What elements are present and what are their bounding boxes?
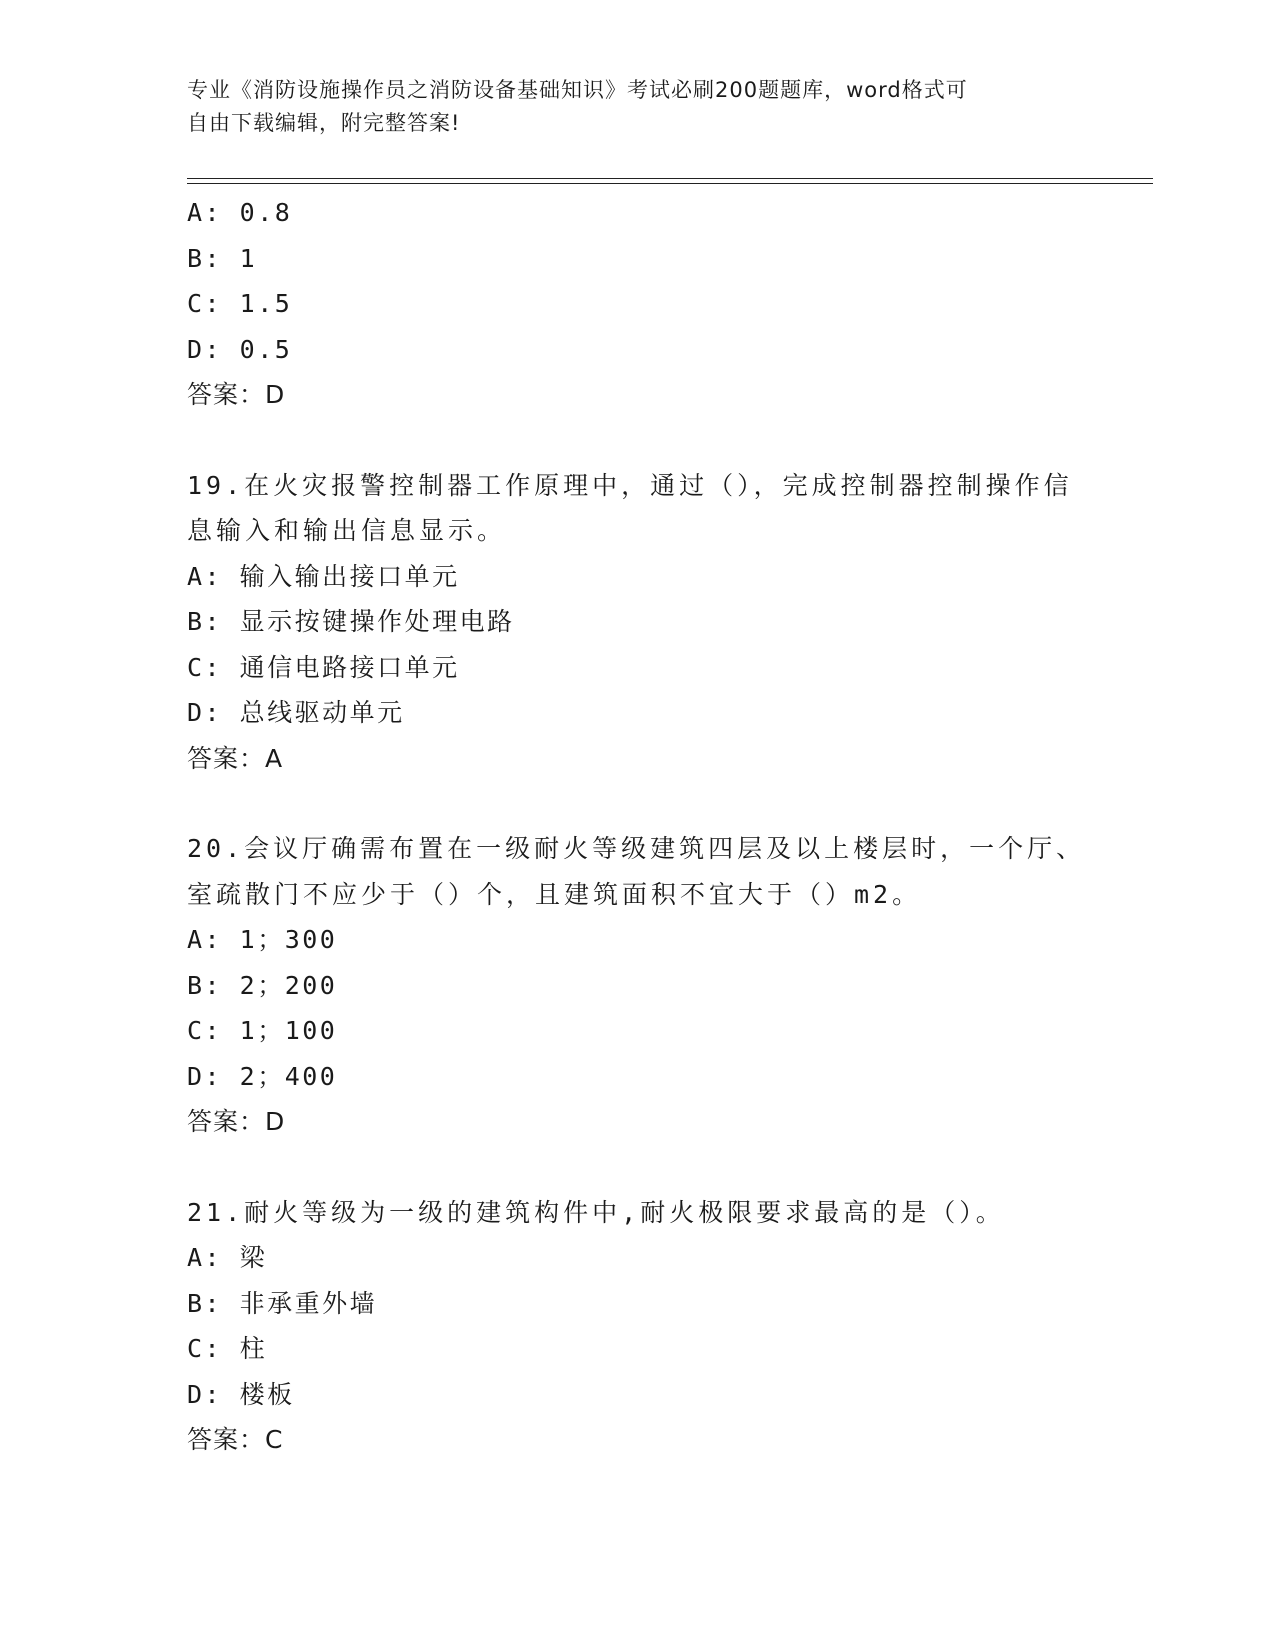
question-line: 息输入和输出信息显示。 [187, 516, 507, 545]
option-c: C: 柱 [187, 1334, 268, 1363]
option-c: C: 1.5 [187, 289, 293, 318]
option-d: D: 楼板 [187, 1379, 295, 1409]
option-c: C: 1；100 [187, 1016, 338, 1045]
document-header [187, 74, 1087, 140]
question-block [187, 1190, 1087, 1463]
header-line-2: 自由下载编辑，附完整答案! [187, 111, 461, 135]
option-b: B: 显示按键操作处理电路 [187, 607, 515, 636]
question-block [187, 826, 1087, 1145]
question-line: 20.会议厅确需布置在一级耐火等级建筑四层及以上楼层时，一个厅、 [187, 834, 1086, 863]
question-text [187, 1190, 1087, 1236]
option-a: A: 输入输出接口单元 [187, 561, 460, 591]
header-divider-top [187, 178, 1153, 179]
question-block [187, 190, 1087, 418]
answer-line: 答案：C [187, 1425, 284, 1454]
header-line-1: 专业《消防设施操作员之消防设备基础知识》考试必刷200题题库，word格式可 [187, 78, 968, 102]
answer-line: 答案：D [187, 1107, 286, 1136]
question-block [187, 463, 1087, 782]
answer-line: 答案：D [187, 380, 286, 409]
spacer [187, 418, 1087, 463]
option-c: C: 通信电路接口单元 [187, 652, 460, 682]
question-list [187, 190, 1087, 1463]
header-divider-bottom [187, 183, 1153, 184]
question-line: 19.在火灾报警控制器工作原理中，通过（），完成控制器控制操作信 [187, 470, 1073, 500]
spacer [187, 1145, 1087, 1190]
answer-line: 答案：A [187, 743, 284, 773]
question-text [187, 463, 1087, 554]
option-d: D: 0.5 [187, 334, 293, 364]
question-line: 室疏散门不应少于（）个，且建筑面积不宜大于（）m2。 [187, 879, 922, 909]
spacer [187, 781, 1087, 826]
option-b: B: 1 [187, 243, 258, 273]
question-text [187, 826, 1087, 917]
option-b: B: 2；200 [187, 970, 338, 1000]
option-b: B: 非承重外墙 [187, 1288, 378, 1318]
option-d: D: 总线驱动单元 [187, 698, 405, 727]
option-a: A: 0.8 [187, 198, 293, 227]
option-d: D: 2；400 [187, 1061, 338, 1091]
option-a: A: 1；300 [187, 925, 338, 954]
question-line: 21.耐火等级为一级的建筑构件中,耐火极限要求最高的是（）。 [187, 1197, 1005, 1227]
option-a: A: 梁 [187, 1243, 268, 1272]
